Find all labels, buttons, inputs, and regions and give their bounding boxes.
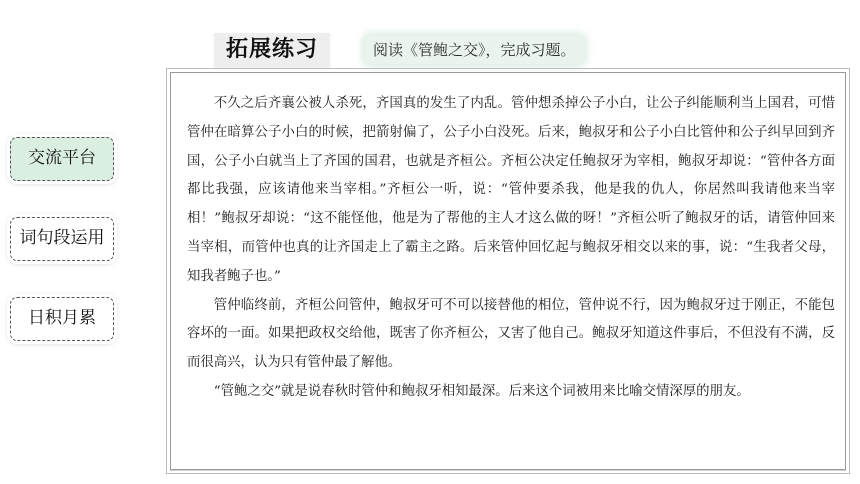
nav-button-word-sentence-usage[interactable]: 词句段运用 — [10, 217, 114, 261]
passage-body — [187, 90, 835, 407]
passage-paragraph-2: 管仲临终前，齐桓公问管仲，鲍叔牙可不可以接替他的相位，管仲说不行，因为鲍叔牙过于刚正，不能包容坏的一面。如果把政权交给他，既害了你齐桓公，又害了他自己。鲍叔牙知道这件事后，不但没有不满，反而很高兴，认为只有管仲最了解他。 — [187, 297, 835, 371]
reading-passage-panel — [170, 72, 846, 470]
section-title: 拓展练习 — [214, 33, 330, 67]
passage-paragraph-3: “管鲍之交”就是说春秋时管仲和鲍叔牙相知最深。后来这个词被用来比喻交情深厚的朋友。 — [213, 383, 750, 399]
passage-paragraph-1: 不久之后齐襄公被人杀死，齐国真的发生了内乱。管仲想杀掉公子小白，让公子纠能顺利当上国君，可惜管仲在暗算公子小白的时候，把箭射偏了，公子小白没死。后来，鲍叔牙和公子小白比管仲和公子纠早回到齐国，公子小白就当上了齐国的国君，也就是齐桓公。齐桓公决定任鲍叔牙为宰相，鲍叔牙却说：“管仲各方面都比我强，应该请他来当宰相。”齐桓公一听，说：“管仲要杀我，他是我的仇人，你居然叫我请他来当宰相！”鲍叔牙却说：“这不能怪他，他是为了帮他的主人才这么做的呀！”齐桓公听了鲍叔牙的话，请管仲回来当宰相，而管仲也真的让齐国走上了霸主之路。后来管仲回忆起与鲍叔牙相交以来的事，说：“生我者父母，知我者鲍子也。” — [187, 96, 835, 284]
instruction-text: 阅读《管鲍之交》，完成习题。 — [365, 36, 584, 64]
nav-button-exchange-platform[interactable]: 交流平台 — [10, 137, 114, 181]
nav-button-daily-accumulation[interactable]: 日积月累 — [10, 297, 114, 341]
